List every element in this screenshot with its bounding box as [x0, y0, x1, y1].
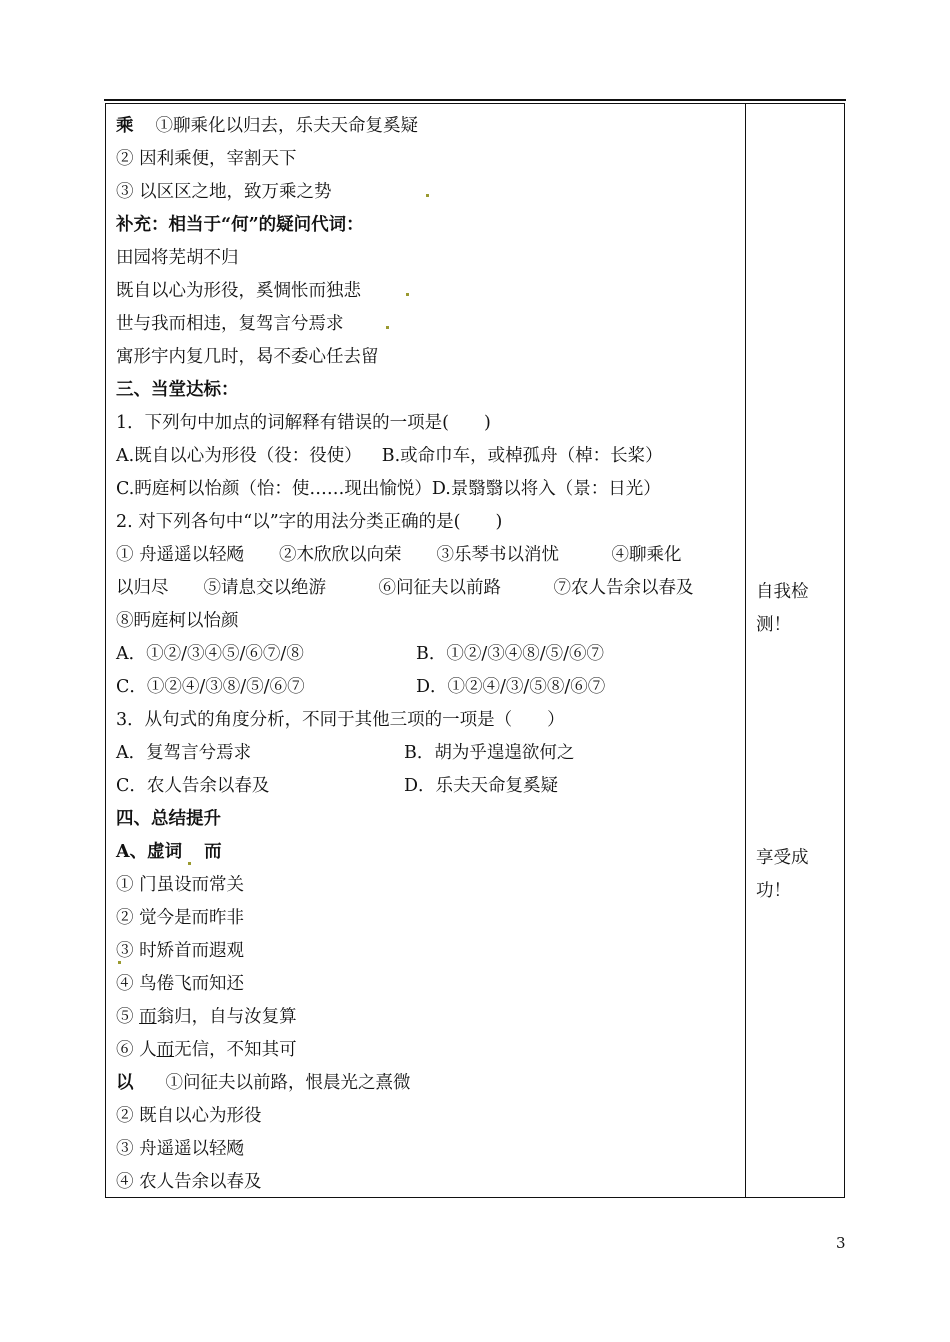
yi-example-3: ③ 舟遥遥以轻飏 [116, 1139, 245, 1159]
cheng-line-1 [116, 110, 741, 143]
cheng-example-2: ② 因利乘便，宰割天下 [116, 149, 297, 169]
side-note-self-check: 自我检测！ [756, 582, 809, 635]
er-example-6-rest: 无信，不知其可 [174, 1040, 297, 1060]
q2-option-b: B．①②/③④⑧/⑤/⑥⑦ [416, 644, 605, 664]
er-example-6 [116, 1034, 741, 1067]
q1-option-d: D.景翳翳以将入（景：日光） [431, 479, 661, 499]
er-example-2: ② 觉今是而昨非 [116, 908, 245, 928]
question-3-options-cd [116, 770, 741, 803]
question-3-options-ab [116, 737, 741, 770]
er-example-5-underlined: 而 [139, 1007, 157, 1027]
question-2-line-3: ⑧眄庭柯以怡颜 [116, 611, 239, 631]
question-2: 2. 对下列各句中“以”字的用法分类正确的是( ) [116, 512, 503, 532]
q1-option-b: B.或命巾车，或棹孤舟（棹：长桨） [381, 446, 663, 466]
yi-example-2: ② 既自以心为形役 [116, 1106, 262, 1126]
lesson-table [105, 103, 845, 1198]
er-example-6-underlined: 而 [156, 1040, 175, 1060]
er-example-6-prefix: ⑥ 人 [116, 1040, 157, 1060]
q3-option-d: D．乐夫天命复奚疑 [404, 776, 559, 796]
yi-line-1 [116, 1067, 741, 1100]
question-2-options-cd [116, 671, 741, 704]
q3-option-b: B．胡为乎遑遑欲何之 [404, 743, 575, 763]
q2-option-d: D．①②④/③/⑤⑧/⑥⑦ [416, 677, 606, 697]
supplement-line-2: 既自以心为形役，奚惆怅而独悲 [116, 281, 361, 301]
scan-speck [118, 961, 121, 964]
q2-option-c: C．①②④/③⑧/⑤/⑥⑦ [116, 677, 305, 697]
question-1: 1．下列句中加点的词解释有错误的一项是( ) [116, 413, 491, 433]
q3-option-c: C．农人告余以春及 [116, 776, 270, 796]
header-rule [104, 99, 846, 101]
cheng-example-1: ①聊乘化以归去，乐夫天命复奚疑 [155, 116, 418, 136]
supplement-line-1: 田园将芜胡不归 [116, 248, 239, 268]
scan-speck [386, 326, 389, 329]
cheng-head: 乘 [116, 116, 134, 136]
er-head: 而 [204, 842, 222, 862]
er-example-1: ① 门虽设而常关 [116, 875, 245, 895]
scan-speck [406, 293, 409, 296]
q1-option-c: C.眄庭柯以怡颜（怡：使……现出愉悦） [116, 479, 432, 499]
yi-head: 以 [116, 1073, 134, 1093]
column-divider [745, 104, 746, 1197]
side-note-enjoy-success: 享受成功！ [756, 848, 809, 901]
practice-title: 三、当堂达标： [116, 380, 239, 400]
er-example-5-rest: 翁归，自与汝复算 [156, 1007, 297, 1027]
er-example-5-prefix: ⑤ [116, 1007, 140, 1027]
scan-speck [188, 862, 191, 865]
cheng-example-3: ③ 以区区之地，致万乘之势 [116, 182, 332, 202]
q1-option-a: A.既自以心为形役（役：役使） [116, 446, 362, 466]
summary-title: 四、总结提升 [116, 809, 221, 829]
yi-example-4: ④ 农人告余以春及 [116, 1172, 262, 1192]
question-3: 3．从句式的角度分析，不同于其他三项的一项是（ ） [116, 710, 565, 730]
supplement-line-3: 世与我而相违，复驾言兮焉求 [116, 314, 344, 334]
function-word-label: A、虚词 [116, 842, 183, 862]
page-number: 3 [836, 1234, 846, 1252]
er-example-5 [116, 1001, 741, 1034]
question-1-options-ab [116, 440, 741, 473]
question-2-options-ab [116, 638, 741, 671]
question-1-options-cd [116, 473, 741, 506]
q3-option-a: A．复驾言兮焉求 [116, 743, 252, 763]
function-word-header [116, 836, 741, 869]
supplement-line-4: 寓形宇内复几时，曷不委心任去留 [116, 347, 379, 367]
question-2-line-2: 以归尽 ⑤请息交以绝游 ⑥问征夫以前路 ⑦农人告余以春及 [116, 578, 694, 598]
scan-speck [426, 194, 429, 197]
er-example-4: ④ 鸟倦飞而知还 [116, 974, 245, 994]
content-column [116, 110, 741, 1199]
supplement-title: 补充：相当于“何”的疑问代词： [116, 215, 364, 235]
question-2-line-1: ① 舟遥遥以轻飏 ②木欣欣以向荣 ③乐琴书以消忧 ④聊乘化 [116, 545, 682, 565]
er-example-3: ③ 时矫首而遐观 [116, 941, 245, 961]
yi-example-1: ①问征夫以前路，恨晨光之熹微 [165, 1073, 411, 1093]
q2-option-a: A．①②/③④⑤/⑥⑦/⑧ [116, 644, 304, 664]
